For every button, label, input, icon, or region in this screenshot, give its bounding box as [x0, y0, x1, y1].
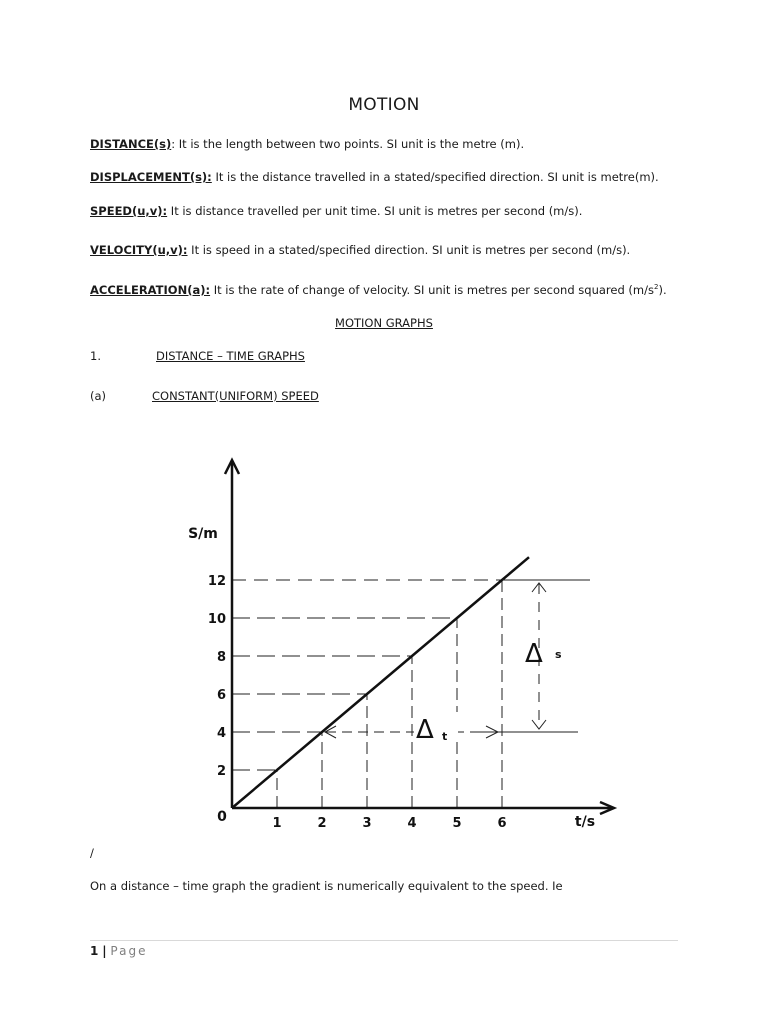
x-axis-label: t/s [574, 814, 596, 830]
gradient-statement: On a distance – time graph the gradient is numerically equivalent to the speed. Ie [90, 879, 563, 893]
y-tick-label: 4 [216, 726, 226, 741]
origin-label: 0 [217, 809, 227, 825]
y-tick-label: 8 [216, 650, 226, 665]
superscript: 2 [653, 283, 659, 292]
definition-term: ACCELERATION(a): [90, 283, 211, 297]
page-footer [90, 944, 147, 958]
delta-s-subscript: s [555, 648, 562, 661]
item-number: (a) [90, 389, 107, 403]
delta-t-symbol: Δ [416, 715, 434, 745]
definition-tail: ). [658, 283, 667, 297]
y-tick-label: 6 [216, 688, 226, 703]
slash-mark: / [90, 846, 94, 860]
definition-velocity [90, 243, 630, 257]
footer-divider [90, 940, 678, 941]
y-axis-label: S/m [188, 526, 218, 542]
tick-labels [188, 526, 595, 831]
footer-separator: | [102, 944, 107, 958]
x-tick-label: 2 [317, 816, 327, 831]
definition-text: It is the length between two points. SI unit is the metre (m). [178, 137, 525, 151]
x-tick-label: 3 [362, 816, 372, 831]
definition-separator: : [171, 137, 179, 151]
x-tick-label: 5 [452, 816, 462, 831]
definition-term: DISTANCE(s) [90, 137, 172, 151]
series [232, 557, 529, 808]
definition-distance [90, 137, 524, 151]
y-tick-label: 2 [216, 764, 226, 779]
item-label: CONSTANT(UNIFORM) SPEED [152, 389, 319, 403]
y-tick-label: 12 [207, 574, 226, 589]
delta-s-symbol: Δ [525, 639, 543, 669]
distance-time-chart [0, 440, 768, 860]
definition-term: VELOCITY(u,v): [90, 243, 188, 257]
definition-text: It is the distance travelled in a stated/specified direction. SI unit is metre(m). [215, 170, 659, 184]
definition-term: DISPLACEMENT(s): [90, 170, 212, 184]
x-tick-label: 1 [272, 816, 282, 831]
page-title: MOTION [348, 95, 420, 115]
item-number: 1. [90, 349, 101, 363]
delta-t-subscript: t [442, 730, 448, 743]
definition-text: It is distance travelled per unit time. SI unit is metres per second (m/s). [170, 204, 583, 218]
definition-acceleration [90, 283, 667, 297]
page-word: Page [110, 944, 148, 958]
definition-term: SPEED(u,v): [90, 204, 168, 218]
definition-speed [90, 204, 582, 218]
series-line [232, 557, 529, 808]
y-tick-label: 10 [207, 612, 226, 627]
page-number: 1 [90, 944, 99, 958]
section-heading: MOTION GRAPHS [335, 316, 433, 330]
item-label: DISTANCE – TIME GRAPHS [156, 349, 305, 363]
delta-s-arrow-head-down [532, 720, 546, 729]
definition-displacement [90, 170, 659, 184]
chart-axes [225, 460, 614, 814]
definition-text: It is the rate of change of velocity. SI unit is metres per second squared (m/s [213, 283, 654, 297]
definition-text: It is speed in a stated/specified direction. SI unit is metres per second (m/s). [191, 243, 631, 257]
x-tick-label: 6 [497, 816, 507, 831]
x-tick-label: 4 [407, 816, 417, 831]
